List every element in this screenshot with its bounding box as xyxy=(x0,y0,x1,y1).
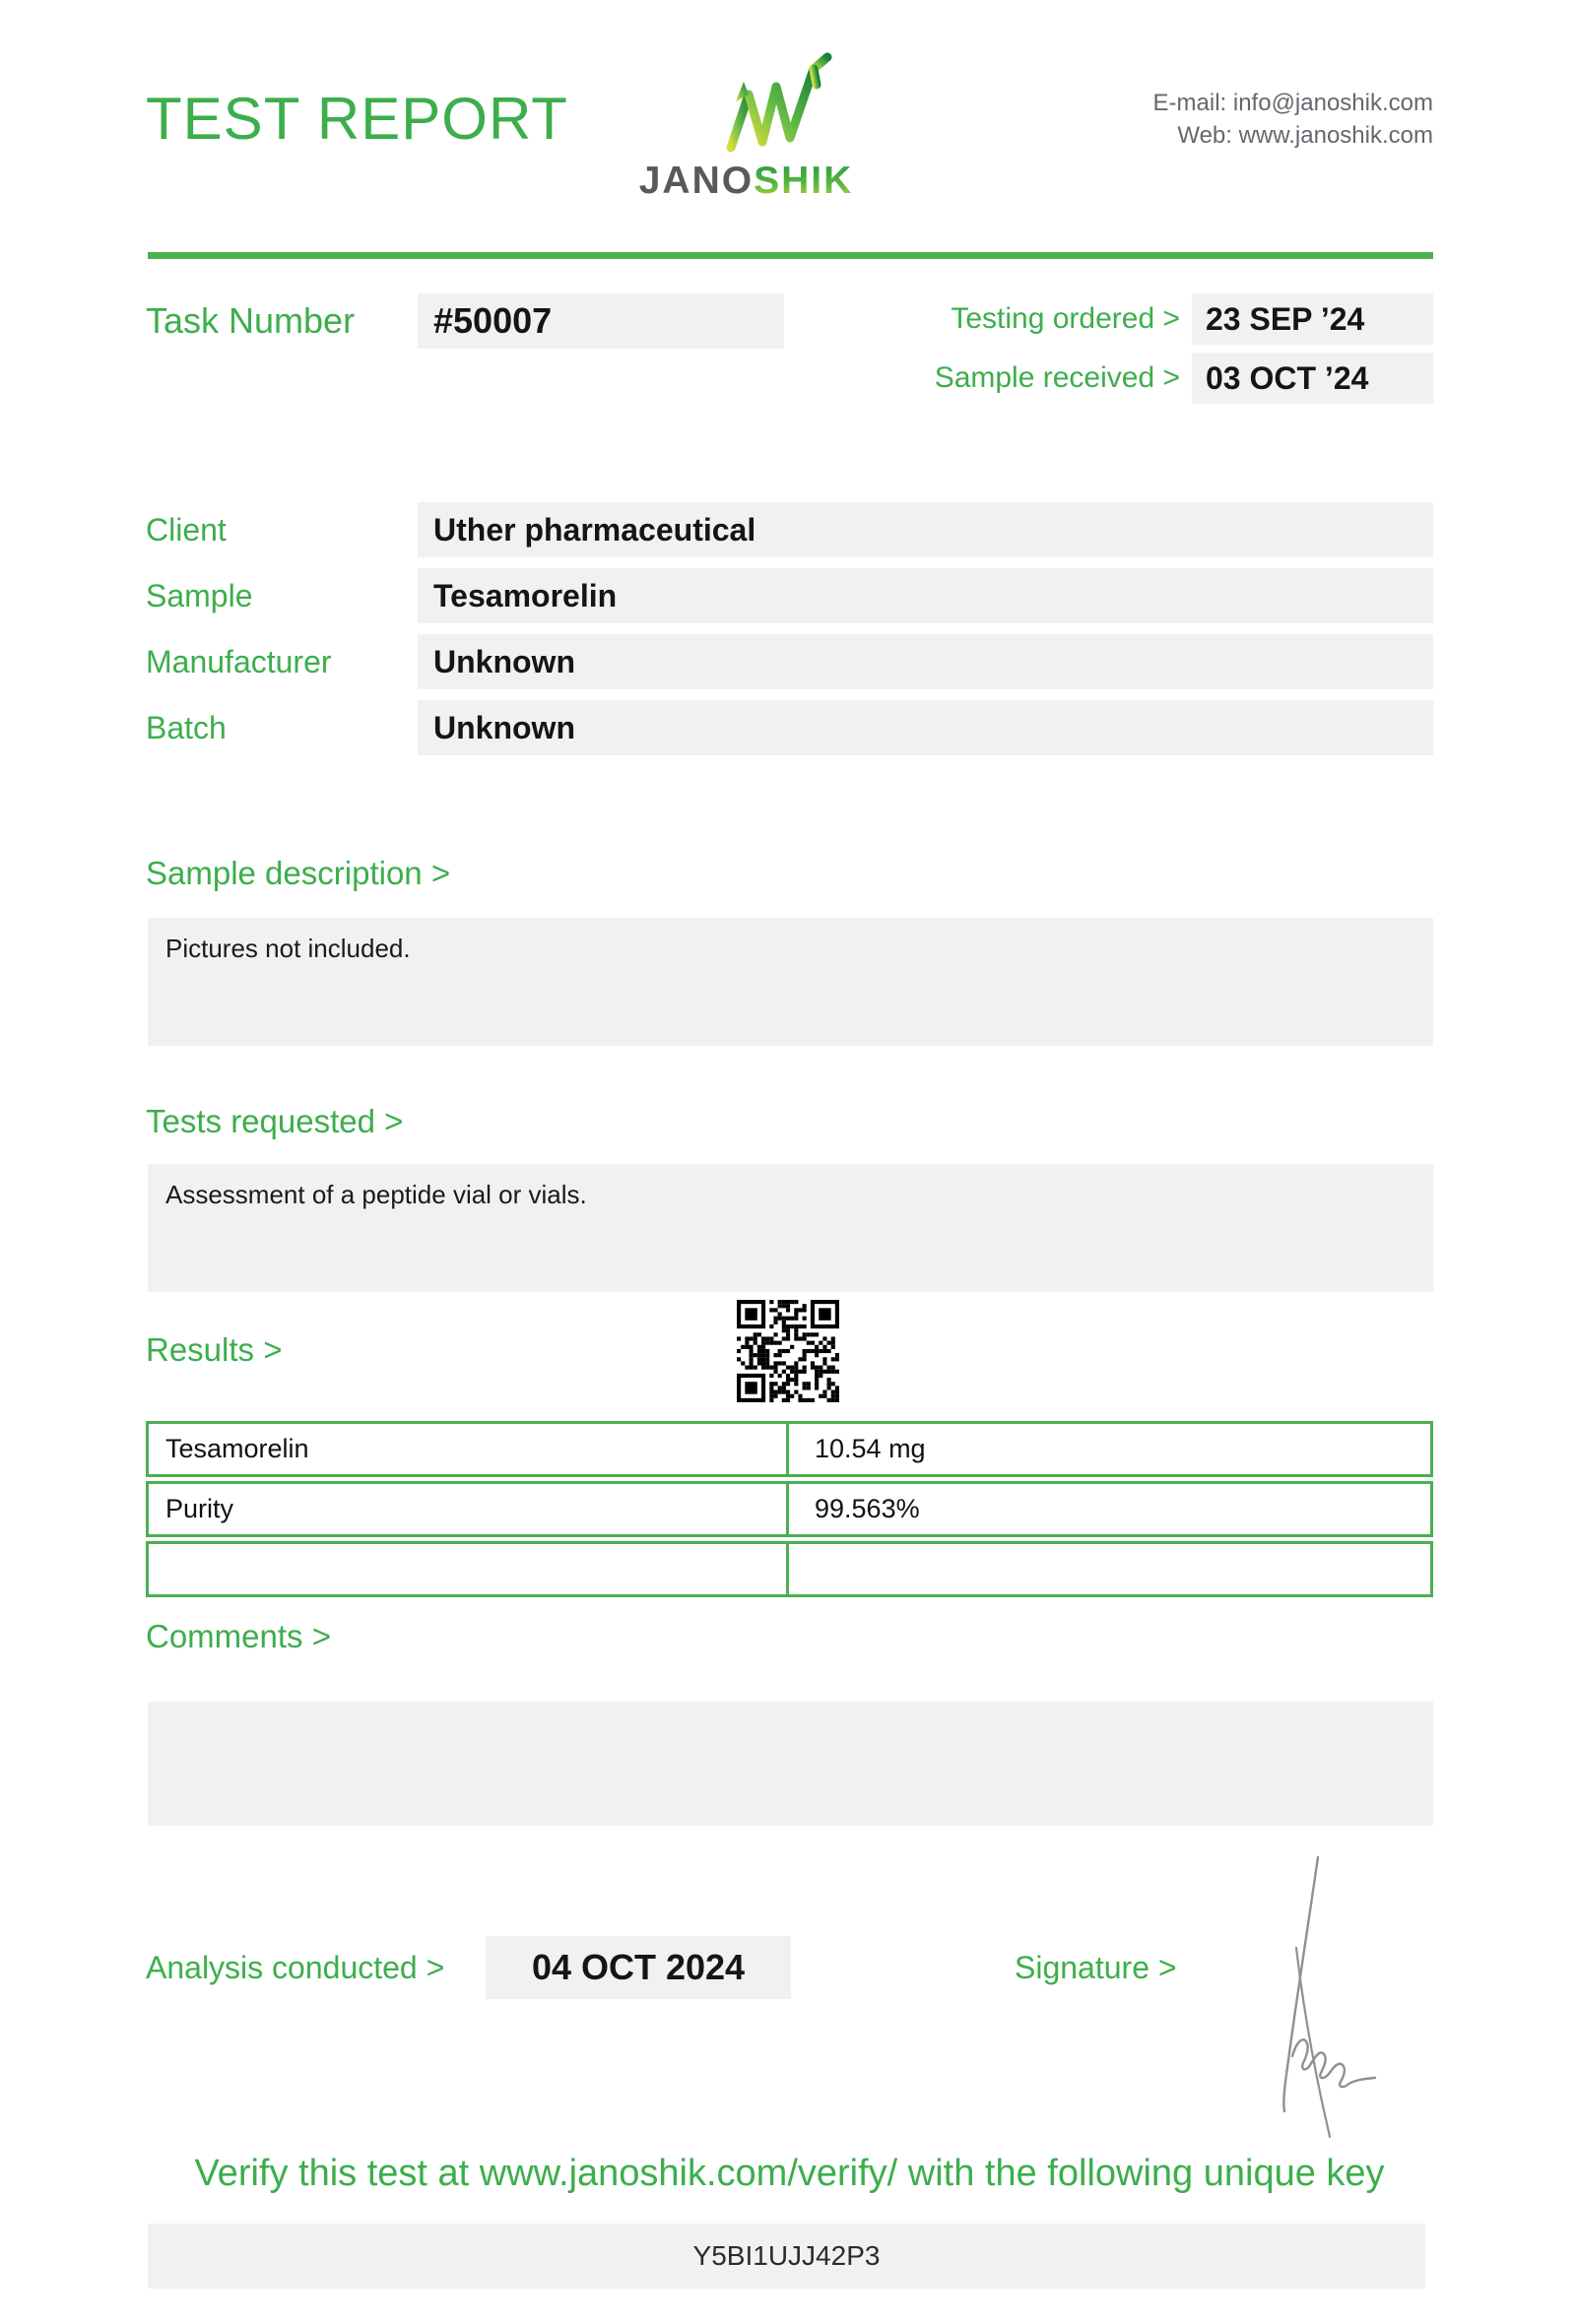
analysis-date-box xyxy=(486,1936,791,1999)
task-number-label: Task Number xyxy=(146,300,356,341)
batch-value: Unknown xyxy=(433,710,575,745)
tests-requested-heading: Tests requested > xyxy=(146,1103,404,1139)
contact-web: Web: www.janoshik.com xyxy=(1177,122,1433,149)
manufacturer-label: Manufacturer xyxy=(146,644,332,679)
signature-scribble xyxy=(1253,1851,1386,2142)
manufacturer-value-box xyxy=(418,634,1433,689)
contact-email: E-mail: info@janoshik.com xyxy=(1152,90,1433,116)
results-table xyxy=(146,1421,1433,1601)
sample-received-label: Sample received > xyxy=(934,361,1180,394)
task-number-value: #50007 xyxy=(433,300,553,341)
tests-requested-text: Assessment of a peptide vial or vials. xyxy=(165,1180,587,1209)
result-name xyxy=(149,1544,786,1594)
logo-wordmark xyxy=(630,160,862,203)
analysis-conducted-label: Analysis conducted > xyxy=(146,1950,445,1985)
client-label: Client xyxy=(146,512,227,548)
sample-description-text: Pictures not included. xyxy=(165,934,411,963)
logo-part-dark: JANO xyxy=(638,160,755,202)
sample-received-value-box xyxy=(1192,353,1433,404)
result-name: Purity xyxy=(165,1494,234,1523)
client-value-box xyxy=(418,502,1433,557)
batch-value-box xyxy=(418,700,1433,755)
testing-ordered-value: 23 SEP ’24 xyxy=(1206,301,1365,337)
tests-requested-box xyxy=(148,1164,1433,1292)
testing-ordered-label: Testing ordered > xyxy=(951,302,1180,335)
result-name: Tesamorelin xyxy=(165,1434,309,1463)
logo-part-green: SHIK xyxy=(754,160,854,202)
table-row xyxy=(146,1541,1433,1597)
sample-value-box xyxy=(418,568,1433,623)
qr-code xyxy=(737,1300,839,1402)
verify-instruction: Verify this test at www.janoshik.com/verify/ with the following unique key xyxy=(194,2153,1385,2194)
page-title: TEST REPORT xyxy=(146,86,568,152)
sample-description-heading: Sample description > xyxy=(146,855,451,891)
comments-heading: Comments > xyxy=(146,1618,331,1654)
header-divider xyxy=(148,252,1433,259)
signature-label: Signature > xyxy=(1015,1950,1177,1985)
testing-ordered-value-box xyxy=(1192,293,1433,345)
comments-box xyxy=(148,1702,1433,1826)
result-value xyxy=(786,1544,1430,1594)
result-value: 10.54 mg xyxy=(786,1424,1430,1474)
table-row xyxy=(146,1421,1433,1477)
sample-description-box xyxy=(148,918,1433,1046)
sample-value: Tesamorelin xyxy=(433,578,618,613)
result-value: 99.563% xyxy=(786,1484,1430,1534)
table-row xyxy=(146,1481,1433,1537)
verify-key-value: Y5BI1UJJ42P3 xyxy=(692,2240,881,2271)
trend-chart-icon xyxy=(717,51,845,158)
verify-key-box xyxy=(148,2224,1425,2289)
client-value: Uther pharmaceutical xyxy=(433,512,756,548)
manufacturer-value: Unknown xyxy=(433,644,575,679)
results-heading: Results > xyxy=(146,1331,283,1368)
contact-info xyxy=(1153,87,1433,152)
task-number-value-box xyxy=(418,293,784,349)
sample-label: Sample xyxy=(146,578,253,613)
analysis-date-value: 04 OCT 2024 xyxy=(531,1947,746,1987)
batch-label: Batch xyxy=(146,710,227,745)
sample-received-value: 03 OCT ’24 xyxy=(1206,360,1369,396)
